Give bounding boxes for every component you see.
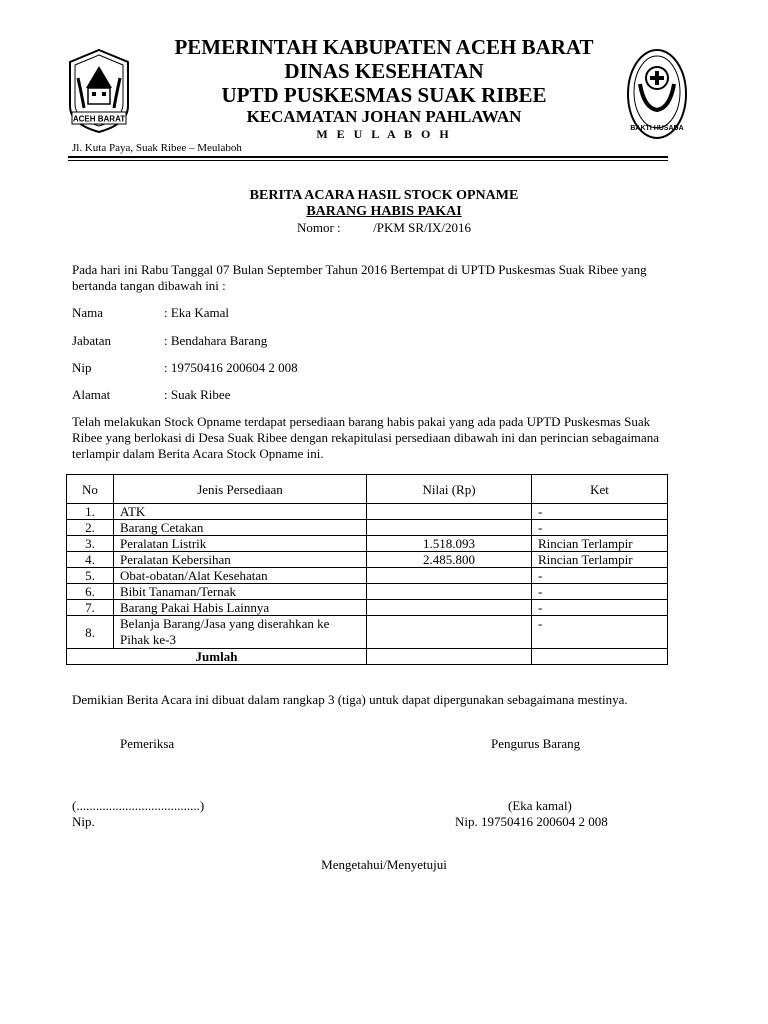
cell-jenis: Bibit Tanaman/Ternak bbox=[114, 584, 367, 600]
cell-jenis: Obat-obatan/Alat Kesehatan bbox=[114, 568, 367, 584]
svg-text:ACEH BARAT: ACEH BARAT bbox=[72, 114, 126, 124]
inventory-table bbox=[66, 474, 668, 665]
cell-ket: - bbox=[532, 600, 668, 616]
table-header-row bbox=[67, 475, 668, 504]
signature-role-left: Pemeriksa bbox=[120, 736, 175, 751]
cell-ket: Rincian Terlampir bbox=[532, 552, 668, 568]
field-value-alamat: : Suak Ribee bbox=[164, 387, 231, 402]
table-row bbox=[67, 504, 668, 520]
document-title: BERITA ACARA HASIL STOCK OPNAME bbox=[249, 188, 519, 203]
table-row bbox=[67, 584, 668, 600]
svg-text:BAKTI HUSADA: BAKTI HUSADA bbox=[630, 125, 684, 132]
cell-nilai bbox=[367, 520, 532, 536]
signature-name-left: (......................................) bbox=[72, 798, 205, 813]
header-divider bbox=[68, 156, 668, 158]
cell-no: 2. bbox=[67, 520, 114, 536]
table-row bbox=[67, 552, 668, 568]
field-value-jabatan: : Bendahara Barang bbox=[164, 333, 268, 348]
header-address: Jl. Kuta Paya, Suak Ribee – Meulaboh bbox=[72, 142, 242, 154]
table-row bbox=[67, 616, 668, 649]
cell-nilai: 2.485.800 bbox=[367, 552, 532, 568]
header-city: M E U L A B O H bbox=[316, 127, 452, 141]
cell-nilai bbox=[367, 600, 532, 616]
document-number: Nomor : /PKM SR/IX/2016 bbox=[296, 220, 472, 235]
cell-jenis: Barang Cetakan bbox=[114, 520, 367, 536]
cell-ket: - bbox=[532, 568, 668, 584]
approval-label: Mengetahui/Menyetujui bbox=[321, 857, 447, 872]
field-label-nip: Nip bbox=[72, 360, 92, 375]
header-agency: DINAS KESEHATAN bbox=[284, 59, 484, 83]
signature-role-right: Pengurus Barang bbox=[491, 736, 581, 751]
cell-nilai bbox=[367, 584, 532, 600]
cell-ket: - bbox=[532, 616, 668, 649]
closing-paragraph: Demikian Berita Acara ini dibuat dalam rangkap 3 (tiga) untuk dapat dipergunakan sebagaimana mestinya. bbox=[72, 692, 628, 707]
table-row bbox=[67, 536, 668, 552]
cell-no: 8. bbox=[67, 616, 114, 649]
header-puskesmas: UPTD PUSKESMAS SUAK RIBEE bbox=[221, 83, 547, 107]
cell-ket: - bbox=[532, 584, 668, 600]
cell-ket: - bbox=[532, 520, 668, 536]
cell-total-label: Jumlah bbox=[67, 649, 367, 665]
cell-nilai bbox=[367, 568, 532, 584]
cell-jenis: Peralatan Kebersihan bbox=[114, 552, 367, 568]
cell-no: 5. bbox=[67, 568, 114, 584]
field-value-nama: : Eka Kamal bbox=[164, 305, 229, 320]
header-district: KECAMATAN JOHAN PAHLAWAN bbox=[246, 107, 522, 126]
cell-no: 6. bbox=[67, 584, 114, 600]
table-row bbox=[67, 520, 668, 536]
cell-nilai bbox=[367, 616, 532, 649]
field-value-nip: : 19750416 200604 2 008 bbox=[164, 360, 298, 375]
intro-paragraph: Pada hari ini Rabu Tanggal 07 Bulan September Tahun 2016 Bertempat di UPTD Puskesmas Suak Ribee yang bertanda tangan dibawah ini : bbox=[72, 262, 647, 293]
cell-jenis: ATK bbox=[114, 504, 367, 520]
header-divider-thin bbox=[68, 160, 668, 161]
document-subtitle: BARANG HABIS PAKAI bbox=[306, 204, 462, 219]
table-total-row bbox=[67, 649, 668, 665]
col-header-nilai: Nilai (Rp) bbox=[367, 475, 532, 504]
cell-total-nilai bbox=[367, 649, 532, 665]
cell-jenis: Barang Pakai Habis Lainnya bbox=[114, 600, 367, 616]
cell-total-ket bbox=[532, 649, 668, 665]
signature-name-right: (Eka kamal) bbox=[508, 798, 572, 813]
cell-no: 7. bbox=[67, 600, 114, 616]
signature-nip-left: Nip. bbox=[72, 814, 95, 829]
table-row bbox=[67, 600, 668, 616]
cell-nilai bbox=[367, 504, 532, 520]
cell-no: 4. bbox=[67, 552, 114, 568]
col-header-no: No bbox=[67, 475, 114, 504]
cell-no: 3. bbox=[67, 536, 114, 552]
signature-nip-right: Nip. 19750416 200604 2 008 bbox=[455, 814, 608, 829]
cell-nilai: 1.518.093 bbox=[367, 536, 532, 552]
body-paragraph: Telah melakukan Stock Opname terdapat persediaan barang habis pakai yang ada pada UPTD Puskesmas Suak Ribee yang berlokasi di Desa Suak Ribee dengan rekapitulasi persediaan dibawah ini dan perincian sebagaimana terlampir dalam Berita Acara Stock Opname ini. bbox=[72, 414, 659, 461]
cell-jenis: Belanja Barang/Jasa yang diserahkan ke Pihak ke-3 bbox=[114, 616, 367, 649]
cell-ket: - bbox=[532, 504, 668, 520]
table-row bbox=[67, 568, 668, 584]
field-label-nama: Nama bbox=[72, 305, 104, 320]
cell-ket: Rincian Terlampir bbox=[532, 536, 668, 552]
col-header-ket: Ket bbox=[532, 475, 668, 504]
cell-jenis: Peralatan Listrik bbox=[114, 536, 367, 552]
cell-no: 1. bbox=[67, 504, 114, 520]
header-government: PEMERINTAH KABUPATEN ACEH BARAT bbox=[174, 35, 594, 59]
col-header-jenis: Jenis Persediaan bbox=[114, 475, 367, 504]
field-label-alamat: Alamat bbox=[72, 387, 111, 402]
field-label-jabatan: Jabatan bbox=[72, 333, 111, 348]
